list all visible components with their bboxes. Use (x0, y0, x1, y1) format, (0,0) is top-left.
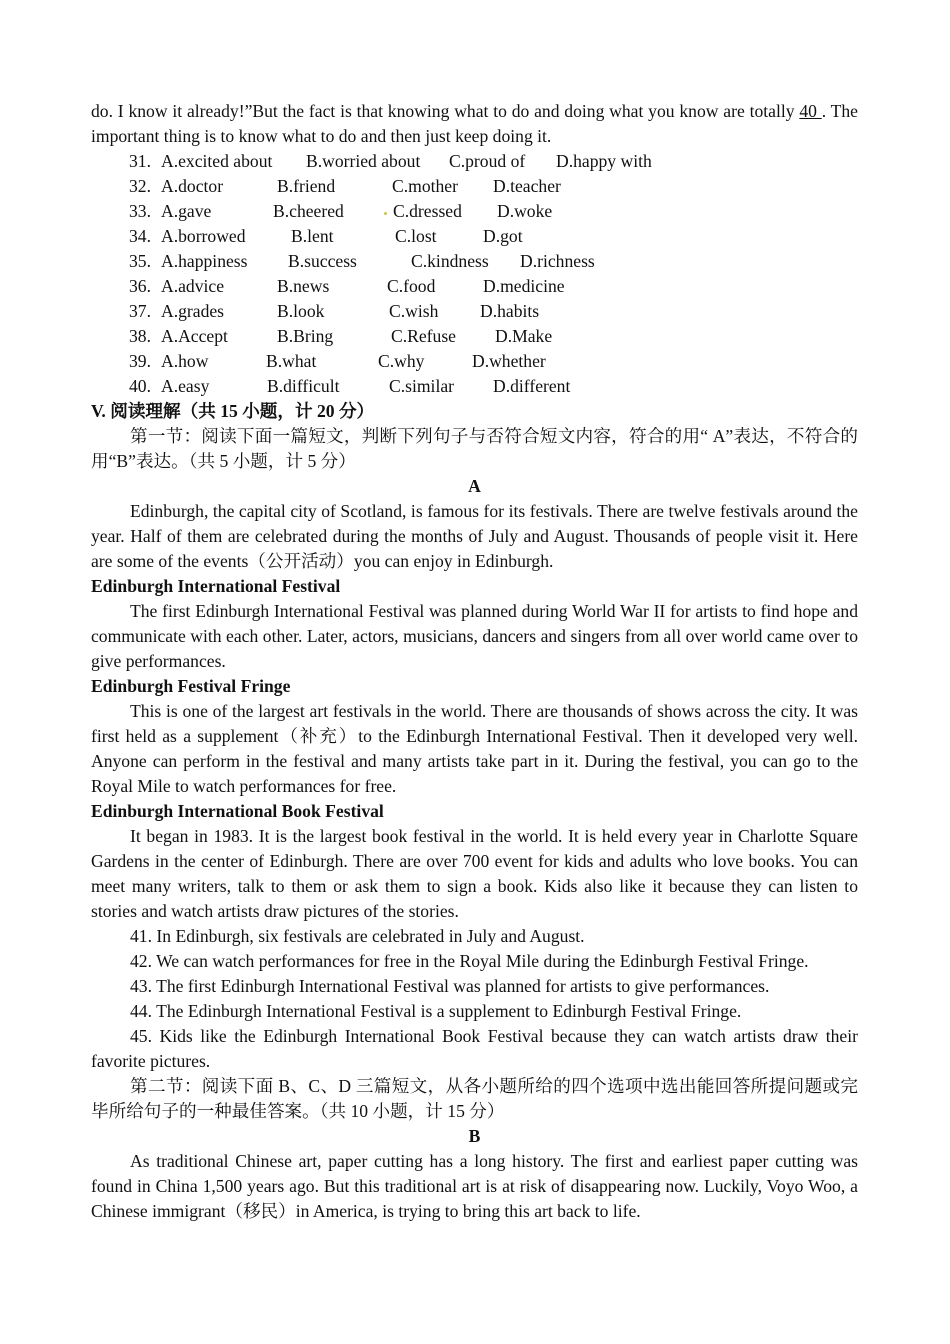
option-choice: 40. (129, 376, 151, 396)
option-choice: C.why (378, 351, 425, 371)
festival-title: Edinburgh International Book Festival (91, 801, 384, 821)
option-choice: D.teacher (493, 176, 561, 196)
festival-title: Edinburgh International Festival (91, 576, 341, 596)
option-choice: D.happy with (556, 151, 652, 171)
option-choice: 39. (129, 351, 151, 371)
option-choice: A.advice (161, 276, 225, 296)
option-choice: 35. (129, 251, 151, 271)
passage-a-intro: Edinburgh, the capital city of Scotland, is famous for its festivals. There are twelve festivals around the year. Half of them are celebrated during the months of July and August. Thousands of people visit it. Here are some of the events（公开活动）you can enjoy in Edinburgh. (91, 501, 858, 571)
option-choice: 38. (129, 326, 151, 346)
option-choice: B.cheered (273, 201, 344, 221)
option-choice: A.grades (161, 301, 225, 321)
option-choice: A.easy (161, 376, 210, 396)
option-choice: D.habits (480, 301, 540, 321)
festival-text: This is one of the largest art festivals in the world. There are thousands of shows across the city. It was first held as a supplement（补充）to the Edinburgh International Festival. Then it developed very well. Anyone can perform in the festival and many artists take part in it. During the festival, you can go to the Royal Mile to watch performances for free. (91, 701, 858, 796)
festival-text: The first Edinburgh International Festival was planned during World War II for artists to find hope and communicate with each other. Later, actors, musicians, dancers and singers from all over world came over to give performances. (91, 601, 858, 671)
option-row (91, 199, 858, 224)
option-choice: B.friend (277, 176, 336, 196)
option-choice: A.happiness (161, 251, 248, 271)
option-choice: D.got (483, 226, 523, 246)
option-row (91, 299, 858, 324)
intro-line2: . The important thing is to know what to do and then just keep doing it. (91, 101, 858, 146)
statement-45: 45. Kids like the Edinburgh International Book Festival because they can watch artists draw their favorite pictures. (91, 1026, 858, 1071)
option-choice: D.Make (495, 326, 553, 346)
option-choice: D.whether (472, 351, 546, 371)
statement-42: 42. We can watch performances for free in the Royal Mile during the Edinburgh Festival Fringe. (130, 951, 809, 971)
option-choice: A.excited about (161, 151, 273, 171)
option-choice: A.gave (161, 201, 212, 221)
option-row (91, 374, 858, 399)
option-choice: A.borrowed (161, 226, 246, 246)
option-choice: D.medicine (483, 276, 565, 296)
stray-mark (384, 212, 387, 215)
passage-b-text: As traditional Chinese art, paper cutting has a long history. The first and earliest paper cutting was found in China 1,500 years ago. But this traditional art is at risk of disappearing now. Luckily, Voyo Woo, a Chinese immigrant（移民）in America, is trying to bring this art back to life. (91, 1151, 858, 1221)
option-choice: B.news (277, 276, 330, 296)
option-choice: 32. (129, 176, 151, 196)
option-row (91, 274, 858, 299)
option-row (91, 349, 858, 374)
option-choice: B.difficult (267, 376, 340, 396)
option-choice: C.lost (395, 226, 437, 246)
option-row (91, 249, 858, 274)
option-choice: C.proud of (449, 151, 526, 171)
option-choice: C.Refuse (391, 326, 456, 346)
option-choice: D.woke (497, 201, 553, 221)
option-choice: A.how (161, 351, 209, 371)
option-choice: B.success (288, 251, 357, 271)
section-v-heading: V. 阅读理解（共 15 小题，计 20 分） (91, 401, 375, 421)
option-choice: 34. (129, 226, 151, 246)
option-choice: B.what (266, 351, 317, 371)
option-choice: 31. (129, 151, 151, 171)
option-row (91, 149, 858, 174)
option-choice: C.dressed (393, 201, 462, 221)
festival-text: It began in 1983. It is the largest book festival in the world. It is held every year in Charlotte Square Gardens in the center of Edinburgh. There are over 700 event for kids and adults who love books. You can meet many writers, talk to them or ask them to sign a book. Kids also like it because they can listen to stories and watch artists draw pictures of the stories. (91, 826, 858, 921)
option-choice: C.similar (389, 376, 454, 396)
option-choice: B.worried about (306, 151, 421, 171)
passage-a-label: A (468, 476, 481, 496)
option-row (91, 224, 858, 249)
option-choice: D.different (493, 376, 571, 396)
answer-blank-40: 40 (799, 101, 822, 121)
option-row (91, 324, 858, 349)
option-choice: D.richness (520, 251, 595, 271)
part2-instructions: 第二节：阅读下面 B、C、D 三篇短文，从各小题所给的四个选项中选出能回答所提问题或完毕所给句子的一种最佳答案。（共 10 小题，计 15 分） (91, 1076, 858, 1121)
option-choice: 33. (129, 201, 151, 221)
statement-43: 43. The first Edinburgh International Festival was planned for artists to give performances. (130, 976, 770, 996)
part1-instructions: 第一节：阅读下面一篇短文，判断下列句子与否符合短文内容，符合的用“ A”表达，不符合的用“B”表达。（共 5 小题，计 5 分） (91, 426, 858, 471)
exam-page (91, 99, 858, 1224)
cloze-options-list (91, 149, 858, 399)
option-choice: C.food (387, 276, 436, 296)
option-choice: A.Accept (161, 326, 228, 346)
passage-b-label: B (468, 1126, 481, 1146)
option-choice: B.Bring (277, 326, 334, 346)
option-choice: B.look (277, 301, 325, 321)
intro-paragraph (91, 99, 858, 149)
festival-title: Edinburgh Festival Fringe (91, 676, 291, 696)
option-choice: 37. (129, 301, 151, 321)
option-row (91, 174, 858, 199)
option-choice: C.kindness (411, 251, 489, 271)
option-choice: A.doctor (161, 176, 224, 196)
intro-line1: do. I know it already!”But the fact is that knowing what to do and doing what you know are totally (91, 101, 795, 121)
option-choice: 36. (129, 276, 151, 296)
option-choice: C.mother (392, 176, 458, 196)
option-choice: B.lent (291, 226, 334, 246)
statement-44: 44. The Edinburgh International Festival is a supplement to Edinburgh Festival Fringe. (130, 1001, 742, 1021)
statement-41: 41. In Edinburgh, six festivals are celebrated in July and August. (130, 926, 585, 946)
option-choice: C.wish (389, 301, 439, 321)
